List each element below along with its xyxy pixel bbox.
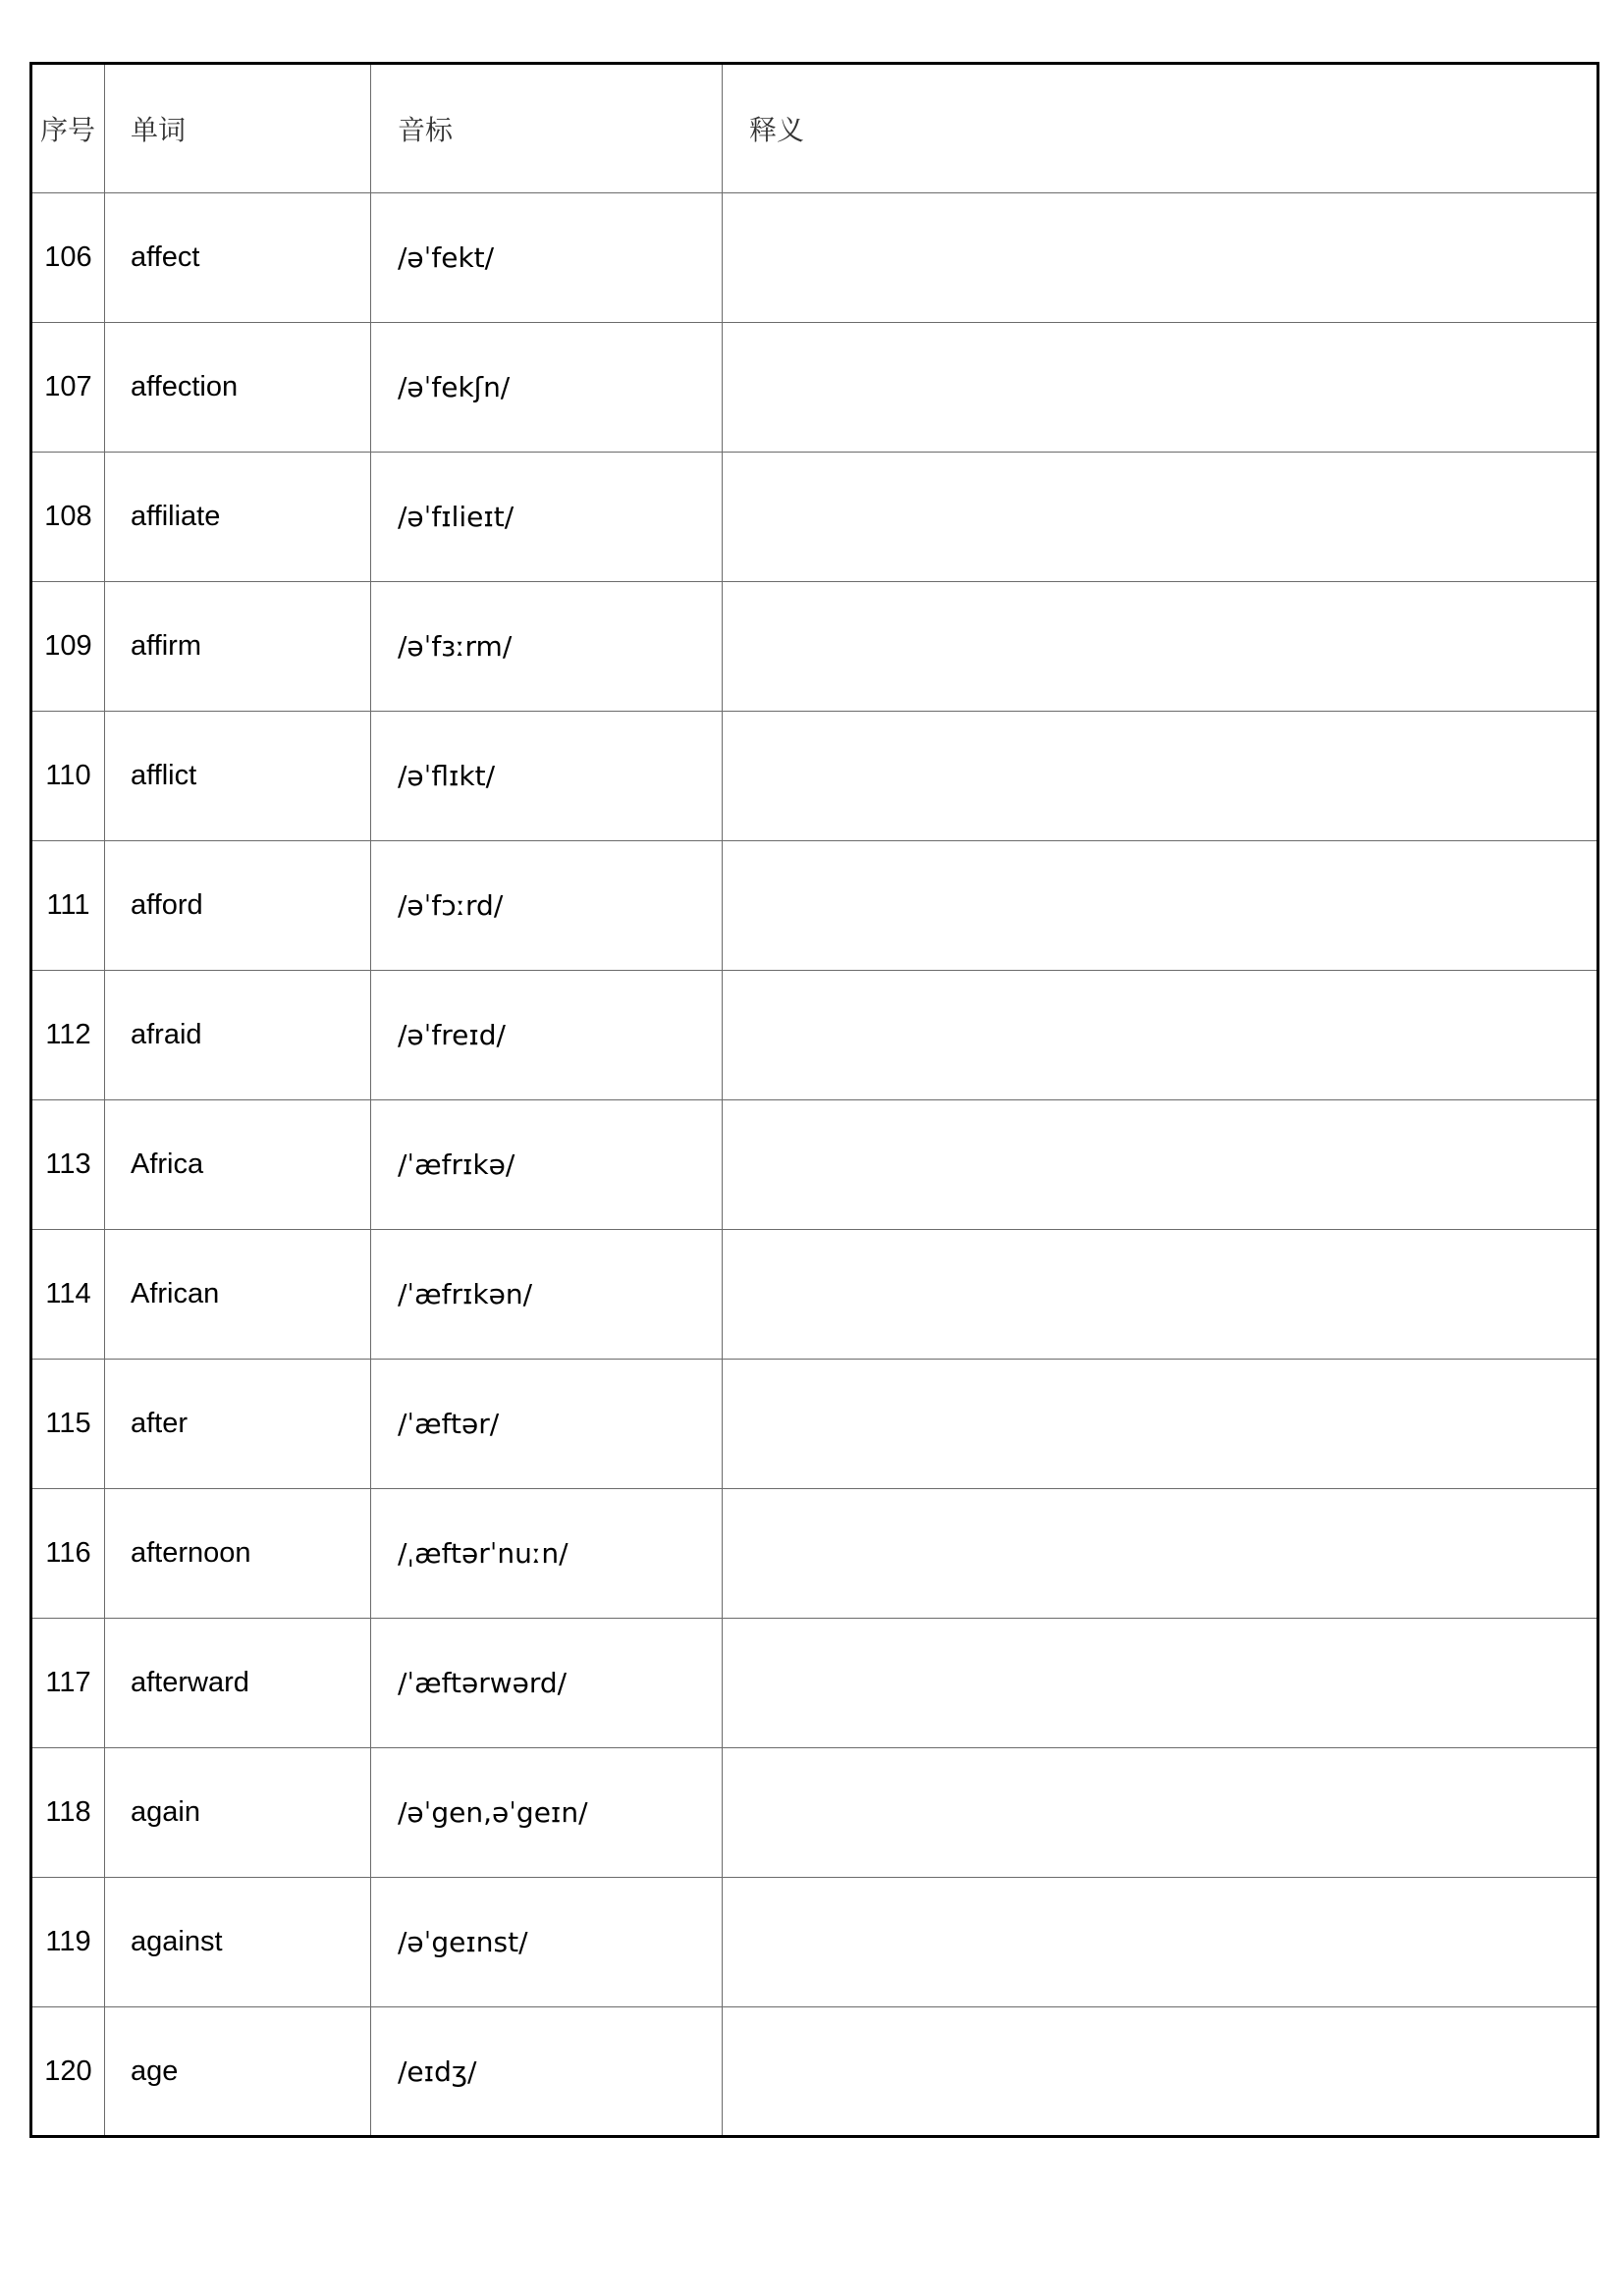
cell-definition <box>723 2007 1598 2137</box>
table-row <box>31 971 1598 1100</box>
cell-word: affection <box>105 323 371 453</box>
cell-phonetic: /əˈfɜːrm/ <box>371 582 723 712</box>
cell-definition <box>723 1878 1598 2007</box>
table-row <box>31 1489 1598 1619</box>
cell-phonetic: /əˈgen,əˈgeɪn/ <box>371 1748 723 1878</box>
cell-number: 106 <box>31 193 105 323</box>
header-number: 序号 <box>31 64 105 193</box>
cell-definition <box>723 1748 1598 1878</box>
table-row <box>31 1360 1598 1489</box>
cell-definition <box>723 841 1598 971</box>
cell-definition <box>723 582 1598 712</box>
table-row <box>31 1100 1598 1230</box>
cell-word: afford <box>105 841 371 971</box>
table-row <box>31 1748 1598 1878</box>
cell-phonetic: /ˈæfrɪkən/ <box>371 1230 723 1360</box>
cell-phonetic: /əˈfreɪd/ <box>371 971 723 1100</box>
cell-number: 120 <box>31 2007 105 2137</box>
cell-definition <box>723 712 1598 841</box>
cell-number: 118 <box>31 1748 105 1878</box>
cell-number: 112 <box>31 971 105 1100</box>
cell-number: 116 <box>31 1489 105 1619</box>
table-row <box>31 712 1598 841</box>
cell-definition <box>723 1619 1598 1748</box>
cell-word: afternoon <box>105 1489 371 1619</box>
table-row <box>31 323 1598 453</box>
header-phonetic: 音标 <box>371 64 723 193</box>
table-row <box>31 2007 1598 2137</box>
cell-word: afflict <box>105 712 371 841</box>
table-row <box>31 1878 1598 2007</box>
cell-number: 115 <box>31 1360 105 1489</box>
table-row <box>31 193 1598 323</box>
header-word: 单词 <box>105 64 371 193</box>
cell-word: afraid <box>105 971 371 1100</box>
cell-number: 119 <box>31 1878 105 2007</box>
cell-word: affiliate <box>105 453 371 582</box>
cell-number: 109 <box>31 582 105 712</box>
cell-phonetic: /əˈgeɪnst/ <box>371 1878 723 2007</box>
cell-definition <box>723 193 1598 323</box>
header-definition: 释义 <box>723 64 1598 193</box>
cell-number: 110 <box>31 712 105 841</box>
table-body <box>31 193 1598 2137</box>
cell-definition <box>723 971 1598 1100</box>
cell-number: 117 <box>31 1619 105 1748</box>
cell-word: against <box>105 1878 371 2007</box>
table-row <box>31 841 1598 971</box>
cell-word: afterward <box>105 1619 371 1748</box>
cell-word: affect <box>105 193 371 323</box>
cell-word: African <box>105 1230 371 1360</box>
vocabulary-table <box>29 62 1599 2138</box>
cell-word: after <box>105 1360 371 1489</box>
cell-number: 111 <box>31 841 105 971</box>
cell-phonetic: /ˈæftər/ <box>371 1360 723 1489</box>
cell-number: 113 <box>31 1100 105 1230</box>
cell-phonetic: /ˈæftərwərd/ <box>371 1619 723 1748</box>
table-row <box>31 582 1598 712</box>
cell-definition <box>723 1230 1598 1360</box>
table-header-row <box>31 64 1598 193</box>
table-row <box>31 453 1598 582</box>
cell-phonetic: /əˈfɪlieɪt/ <box>371 453 723 582</box>
table-row <box>31 1619 1598 1748</box>
cell-phonetic: /əˈfekt/ <box>371 193 723 323</box>
cell-phonetic: /ˌæftərˈnuːn/ <box>371 1489 723 1619</box>
cell-phonetic: /əˈflɪkt/ <box>371 712 723 841</box>
table-row <box>31 1230 1598 1360</box>
cell-word: again <box>105 1748 371 1878</box>
cell-definition <box>723 1100 1598 1230</box>
cell-number: 114 <box>31 1230 105 1360</box>
cell-word: age <box>105 2007 371 2137</box>
cell-word: affirm <box>105 582 371 712</box>
cell-number: 107 <box>31 323 105 453</box>
cell-definition <box>723 453 1598 582</box>
cell-definition <box>723 323 1598 453</box>
cell-phonetic: /eɪdʒ/ <box>371 2007 723 2137</box>
cell-number: 108 <box>31 453 105 582</box>
cell-phonetic: /əˈfekʃn/ <box>371 323 723 453</box>
cell-phonetic: /əˈfɔːrd/ <box>371 841 723 971</box>
cell-definition <box>723 1360 1598 1489</box>
cell-definition <box>723 1489 1598 1619</box>
cell-phonetic: /ˈæfrɪkə/ <box>371 1100 723 1230</box>
cell-word: Africa <box>105 1100 371 1230</box>
